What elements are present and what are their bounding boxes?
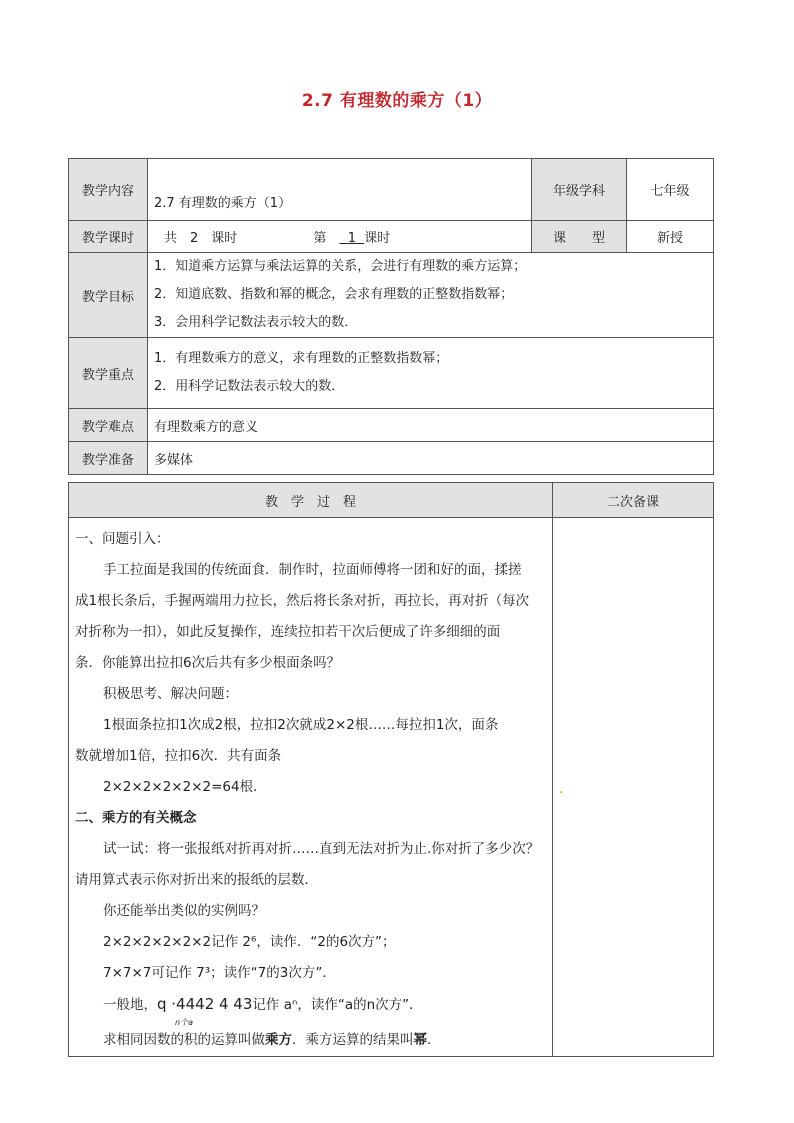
paragraph: 2×2×2×2×2×2=64根． (103, 779, 267, 795)
teaching-process-content (69, 518, 553, 1057)
nth-suffix: 课时 (364, 231, 391, 246)
paragraph: 求相同因数的积的运算叫做乘方．乘方运算的结果叫幂． (103, 1032, 441, 1048)
lesson-type: 新授 (627, 221, 714, 253)
label-preparation: 教学准备 (69, 442, 148, 475)
process-table (68, 482, 714, 1057)
formula-subscript: n个a (175, 1018, 193, 1027)
lesson-plan-grid (68, 158, 714, 475)
paragraph: 条．你能算出拉扣6次后共有多少根面条吗？ (75, 655, 341, 671)
label-teaching-content: 教学内容 (69, 159, 148, 221)
class-hours (148, 221, 532, 253)
header-teaching-process: 教 学 过 程 (69, 483, 553, 518)
label-lesson-type: 课 型 (532, 221, 627, 253)
label-class-hours: 教学课时 (69, 221, 148, 253)
second-preparation-notes (553, 518, 714, 1057)
paragraph: 积极思考、解决问题： (103, 686, 238, 702)
difficulties: 有理数乘方的意义 (148, 409, 714, 442)
goal-item: 1．知道乘方运算与乘法运算的关系，会进行有理数的乘方运算； (154, 259, 527, 274)
header-second-preparation: 二次备课 (553, 483, 714, 518)
section-heading: 一、问题引入： (75, 531, 170, 547)
paragraph: 手工拉面是我国的传统面食．制作时，拉面师傅将一团和好的面，揉搓 (103, 562, 522, 578)
page-title: 2.7 有理数的乘方（1） (301, 91, 493, 111)
total-hours: 共 2 课时 (164, 231, 238, 246)
label-difficulties: 教学难点 (69, 409, 148, 442)
key-point-item: 2．用科学记数法表示较大的数． (154, 379, 345, 394)
paragraph-formula: 一般地，q ·4442 4 43记作 aⁿ，读作“a的n次方”． n个a (75, 989, 546, 1021)
paragraph: 请用算式表示你对折出来的报纸的层数． (75, 872, 318, 888)
key-point-item: 1．有理数乘方的意义，求有理数的正整数指数幂； (154, 351, 449, 366)
key-points (148, 338, 714, 409)
nth-prefix: 第 (313, 231, 340, 246)
paragraph: 试一试：将一张报纸对折再对折……直到无法对折为止.你对折了多少次？ (103, 841, 540, 857)
grade-value: 七年级 (627, 159, 714, 221)
formula: q ·4442 4 43 (157, 995, 253, 1013)
goal-item: 2．知道底数、指数和幂的概念，会求有理数的正整数指数幂； (154, 287, 514, 302)
paragraph: 数就增加1倍，拉扣6次．共有面条 (75, 748, 282, 764)
paragraph: 2×2×2×2×2×2记作 2⁶，读作．“2的6次方”； (103, 934, 396, 950)
preparation: 多媒体 (148, 442, 714, 475)
label-key-points: 教学重点 (69, 338, 148, 409)
section-heading: 二、乘方的有关概念 (75, 810, 197, 826)
label-teaching-goals: 教学目标 (69, 253, 148, 338)
goal-item: 3．会用科学记数法表示较大的数． (154, 315, 358, 330)
notes-mark: . (559, 781, 564, 797)
nth-hour: 1 (347, 231, 356, 246)
teaching-content: 2.7 有理数的乘方（1） (148, 159, 532, 221)
paragraph: 1根面条拉扣1次成2根，拉扣2次就成2×2根……每拉扣1次，面条 (103, 717, 499, 733)
paragraph: 对折称为一扣），如此反复操作，连续拉扣若干次后便成了许多细细的面 (75, 624, 501, 640)
label-grade-subject: 年级学科 (532, 159, 627, 221)
paragraph: 成1根长条后，手握两端用力拉长，然后将长条对折，再拉长，再对折（每次 (75, 593, 530, 609)
teaching-goals (148, 253, 714, 338)
paragraph: 7×7×7可记作 7³；读作“7的3次方”． (103, 965, 336, 981)
paragraph: 你还能举出类似的实例吗？ (103, 903, 265, 919)
